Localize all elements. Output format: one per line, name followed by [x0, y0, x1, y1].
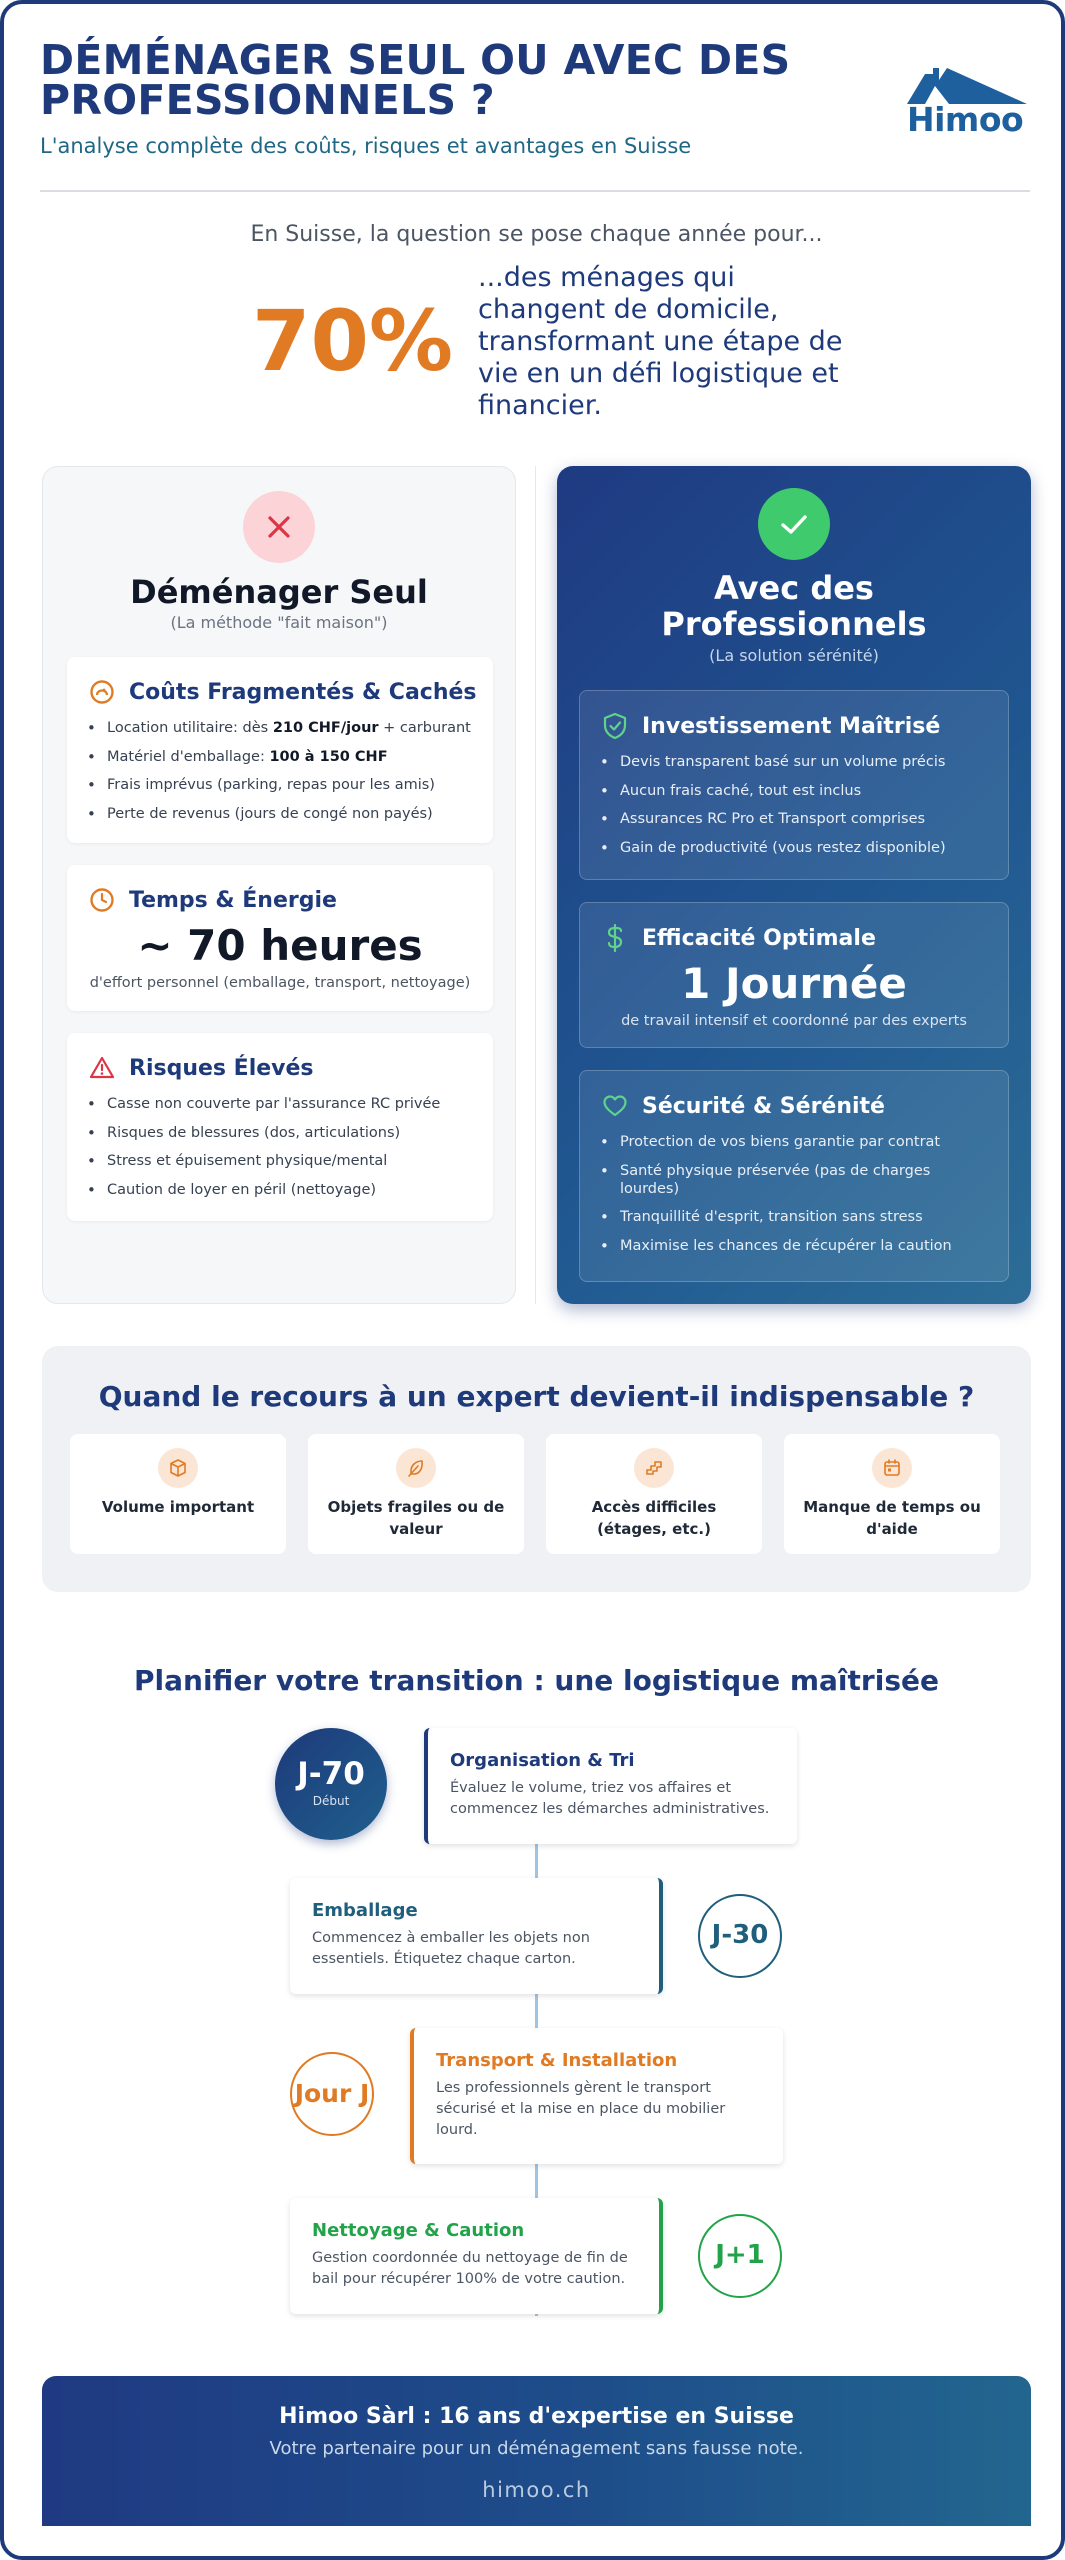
timeline-card-title: Transport & Installation	[436, 2050, 678, 2071]
risks-card	[67, 1033, 493, 1221]
efficiency-value: 1 Journée	[681, 959, 907, 1008]
stairs-icon	[644, 1458, 664, 1478]
list-item: • Santé physique préservée (pas de charges lourdes)	[600, 1162, 994, 1198]
investment-list	[600, 753, 994, 867]
security-title: Sécurité & Sérénité	[642, 1093, 885, 1119]
check-icon-circle	[758, 488, 830, 560]
security-card	[579, 1070, 1009, 1282]
list-item: • Protection de vos biens garantie par contrat	[600, 1133, 994, 1151]
list-item: • Risques de blessures (dos, articulations)	[87, 1124, 479, 1142]
list-item-text: + carburant	[378, 720, 471, 736]
timeline-card-text: Les professionnels gèrent le transport sécurisé et la mise en place du mobilier lourd.	[436, 2080, 726, 2138]
footer-website-link[interactable]: himoo.ch	[482, 2478, 591, 2502]
list-item: • Frais imprévus (parking, repas pour les amis)	[87, 776, 479, 794]
heart-icon	[602, 1093, 628, 1119]
timeline-badge-label: Jour J	[294, 2079, 370, 2108]
security-list	[600, 1133, 994, 1265]
expert-section	[42, 1346, 1031, 1592]
diy-column	[42, 466, 516, 1304]
timeline-badge-label: J-70	[297, 1756, 365, 1792]
risks-title: Risques Élevés	[129, 1055, 314, 1081]
list-item	[87, 719, 479, 737]
list-item: • Stress et épuisement physique/mental	[87, 1152, 479, 1170]
list-item: • Assurances RC Pro et Transport comprises	[600, 810, 994, 828]
check-icon	[776, 506, 812, 542]
timeline-card-text: Gestion coordonnée du nettoyage de fin de bail pour récupérer 100% de votre caution.	[312, 2250, 628, 2287]
logo-text: Himoo	[907, 100, 1024, 139]
clock-icon	[89, 887, 115, 913]
costs-title: Coûts Fragmentés & Cachés	[129, 679, 477, 705]
footer-subtitle: Votre partenaire pour un déménagement sans fausse note.	[269, 2438, 804, 2459]
list-item: • Casse non couverte par l'assurance RC privée	[87, 1095, 479, 1113]
expert-title: Quand le recours à un expert devient-il indispensable ?	[98, 1380, 975, 1413]
list-item-bold: 100 à 150 CHF	[269, 748, 388, 765]
header	[40, 36, 1030, 192]
timeline-badge-label: J+1	[715, 2240, 765, 2270]
shield-check-icon	[602, 712, 628, 740]
list-item-text: Matériel d'emballage:	[107, 748, 270, 765]
x-icon	[261, 509, 297, 545]
list-item-bold: 210 CHF/jour	[272, 720, 379, 736]
timeline-badge-label: J-30	[711, 1920, 769, 1950]
investment-title: Investissement Maîtrisé	[642, 713, 941, 739]
costs-card-header	[89, 677, 477, 707]
efficiency-card-header	[602, 923, 876, 953]
investment-card-header	[602, 711, 940, 741]
timeline-badge-j70	[275, 1728, 387, 1840]
list-item: • Maximise les chances de récupérer la caution	[600, 1237, 994, 1255]
timeline-badge-j1	[698, 2214, 782, 2298]
intro-percentage: 70%	[252, 292, 454, 390]
himoo-logo	[905, 66, 1030, 139]
time-caption: d'effort personnel (emballage, transport, nettoyage)	[89, 975, 471, 991]
intro-lead: En Suisse, la question se pose chaque année pour...	[250, 222, 823, 247]
diy-title: Déménager Seul	[130, 573, 428, 611]
timeline-card-title: Emballage	[312, 1900, 418, 1921]
expert-icon-circle	[634, 1448, 674, 1488]
diy-subtitle: (La méthode "fait maison")	[170, 613, 388, 632]
box-icon	[168, 1458, 188, 1478]
expert-card-label: Volume important	[101, 1498, 255, 1516]
list-item: • Perte de revenus (jours de congé non payés)	[87, 805, 479, 823]
risks-list	[87, 1095, 479, 1209]
calendar-icon	[882, 1458, 902, 1478]
time-card	[67, 865, 493, 1011]
expert-card-access	[546, 1434, 762, 1554]
efficiency-card	[579, 902, 1009, 1048]
expert-icon-circle	[396, 1448, 436, 1488]
expert-card-time	[784, 1434, 1000, 1554]
timeline-badge-sub: Début	[312, 1794, 350, 1808]
column-divider	[535, 466, 536, 1304]
timeline-card-title: Organisation & Tri	[450, 1750, 635, 1771]
footer	[42, 2376, 1031, 2526]
expert-card-fragile	[308, 1434, 524, 1554]
list-item: • Tranquillité d'esprit, transition sans stress	[600, 1208, 994, 1226]
timeline-card-transport	[410, 2028, 783, 2164]
list-item-text: Location utilitaire: dès	[107, 720, 273, 736]
investment-card	[579, 690, 1009, 880]
timeline-card-text: Évaluez le volume, triez vos affaires et commencez les démarches administratives.	[450, 1780, 770, 1817]
timeline-card-text: Commencez à emballer les objets non essentiels. Étiquetez chaque carton.	[312, 1930, 590, 1967]
pro-title: Avec des Professionnels	[661, 569, 927, 643]
list-item: • Devis transparent basé sur un volume précis	[600, 753, 994, 771]
intro-text: ...des ménages qui changent de domicile, transformant une étape de vie en un défi logistique et financier.	[478, 262, 843, 421]
security-card-header	[602, 1091, 885, 1121]
expert-card-label: Manque de temps ou d'aide	[803, 1498, 981, 1538]
page-subtitle: L'analyse complète des coûts, risques et avantages en Suisse	[40, 134, 692, 158]
list-item: • Aucun frais caché, tout est inclus	[600, 782, 994, 800]
timeline-card-emballage	[290, 1878, 663, 1994]
expert-icon-circle	[158, 1448, 198, 1488]
timeline-card-title: Nettoyage & Caution	[312, 2220, 525, 2241]
pro-column	[557, 466, 1031, 1304]
time-card-header	[89, 885, 337, 915]
timeline-card-organisation	[424, 1728, 797, 1844]
expert-card-label: Objets fragiles ou de valeur	[327, 1498, 505, 1538]
timeline-badge-j30	[698, 1894, 782, 1978]
time-title: Temps & Énergie	[129, 887, 337, 913]
dollar-icon	[602, 923, 628, 953]
timeline-card-nettoyage	[290, 2198, 663, 2314]
time-value: ~ 70 heures	[137, 921, 423, 970]
page-title: DÉMÉNAGER SEUL OU AVEC DES PROFESSIONNELS ?	[40, 36, 791, 124]
intro-row	[252, 262, 852, 432]
expert-card-volume	[70, 1434, 286, 1554]
list-item: • Gain de productivité (vous restez disponible)	[600, 839, 994, 857]
list-item: • Caution de loyer en péril (nettoyage)	[87, 1181, 479, 1199]
timeline-badge-jour-j	[290, 2052, 374, 2136]
expert-icon-circle	[872, 1448, 912, 1488]
costs-list	[87, 719, 479, 833]
list-item	[87, 748, 479, 766]
piggy-bank-icon	[89, 679, 115, 705]
costs-card	[67, 657, 493, 843]
timeline-title: Planifier votre transition : une logistique maîtrisée	[134, 1664, 939, 1697]
feather-icon	[406, 1458, 426, 1478]
footer-title: Himoo Sàrl : 16 ans d'expertise en Suisse	[279, 2404, 794, 2429]
risks-card-header	[89, 1053, 314, 1083]
efficiency-caption: de travail intensif et coordonné par des experts	[621, 1013, 967, 1029]
efficiency-title: Efficacité Optimale	[642, 925, 876, 951]
expert-card-label: Accès difficiles (étages, etc.)	[591, 1498, 717, 1538]
x-icon-circle	[243, 491, 315, 563]
pro-subtitle: (La solution sérénité)	[709, 646, 879, 665]
warning-icon	[89, 1055, 115, 1081]
